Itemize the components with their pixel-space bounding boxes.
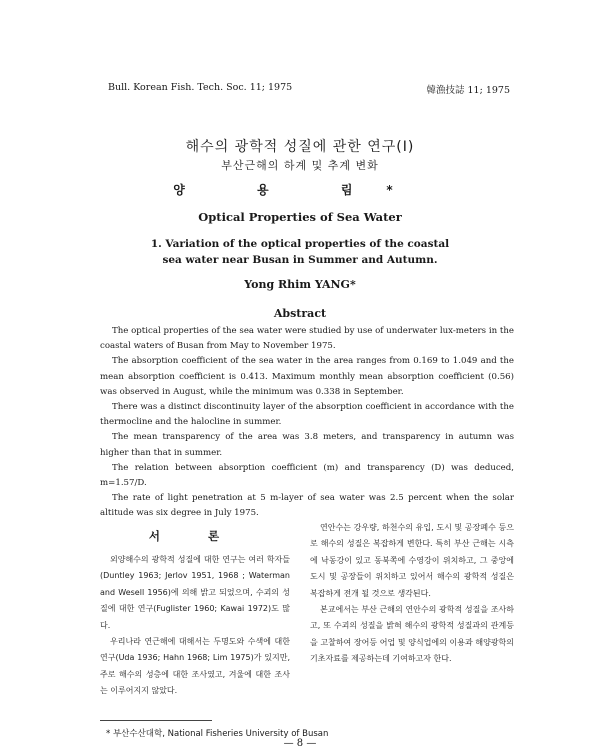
journal-header-right: 韓漁技誌 11; 1975 (426, 85, 510, 96)
introduction-heading: 서 론 (148, 529, 242, 543)
english-subtitle (0, 236, 600, 268)
korean-author: 양 용 림* (173, 183, 427, 197)
abstract-heading: Abstract (273, 307, 327, 320)
journal-header-left: Bull. Korean Fish. Tech. Soc. 11; 1975 (108, 82, 293, 93)
abstract-paragraph: The mean transparency of the area was 3.8 meters, and transparency in autumn was higher than that in summer. (100, 432, 514, 458)
page-number: — 8 — (283, 738, 317, 749)
korean-subtitle: 부산근해의 하계 및 추계 변화 (221, 159, 379, 172)
footnote-rule (100, 720, 212, 721)
abstract-paragraph: The relation between absorption coefficient (m) and transparency (D) was deduced, m=1.57/D. (100, 462, 514, 489)
intro-right-column (310, 520, 514, 668)
intro-paragraph: 외양해수의 광학적 성질에 대한 연구는 여러 학자들(Duntley 1963; Jerlov 1951, 1968 ; Waterman and Wesell 1956)에 의해 밝고 되었으며, 수괴의 성질에 대한 연구(Fuglister 1960; Kawai 1972)도 많다. (100, 555, 290, 630)
abstract-paragraph: The optical properties of the sea water were studied by use of underwater lux-meters in the coastal waters of Busan from May to November 1975. (100, 326, 514, 352)
abstract-paragraph: There was a distinct discontinuity layer of the absorption coefficient in accordance with the thermocline and the halocline in summer. (100, 402, 514, 428)
english-subtitle-line2: sea water near Busan in Summer and Autumn. (162, 254, 438, 266)
english-subtitle-line1: 1. Variation of the optical properties of the coastal (150, 238, 450, 250)
korean-title: 해수의 광학적 성질에 관한 연구(Ⅰ) (185, 139, 415, 155)
intro-left-column (100, 552, 290, 700)
english-author: Yong Rhim YANG* (244, 278, 356, 291)
abstract-paragraph: The absorption coefficient of the sea water in the area ranges from 0.169 to 1.049 and the mean absorption coefficient is 0.413. Maximum monthly mean absorption coefficient (0.56) was observed in August, while the minimum was 0.338 in September. (100, 356, 514, 397)
intro-paragraph: 우리나라 연근해에 대해서는 두명도와 수색에 대한 연구(Uda 1936; Hahn 1968; Lim 1975)가 있지만, 주로 해수의 성층에 대한 조사였고, 겨울에 대한 조사는 이루어지지 않았다. (100, 637, 290, 696)
english-title: Optical Properties of Sea Water (198, 210, 402, 224)
footnote: * 부산수산대학, National Fisheries University of Busan (106, 729, 329, 739)
intro-paragraph: 연안수는 강우량, 하천수의 유입, 도시 및 공장폐수 등으로 해수의 성질은 복잡하게 변한다. 특히 부산 근해는 시측에 낙동강이 있고 동북쪽에 수영강이 위치하고, 그 중앙에 도시 및 공장들이 위치하고 있어서 해수의 광학적 성질은 복잡하게 전개 될 것으로 생각된다. (310, 523, 514, 598)
abstract-body (100, 324, 514, 522)
intro-paragraph: 본교에서는 부산 근해의 연안수의 광학적 성질을 조사하고, 또 수괴의 성질을 밝혀 해수의 광학적 성질과의 관계등을 고찰하여 장어등 어업 및 양식업에의 이용과 해양광학의 기초자료를 제공하는데 기여하고자 한다. (310, 605, 514, 664)
abstract-paragraph: The rate of light penetration at 5 m-layer of sea water was 2.5 percent when the solar altitude was six degree in July 1975. (100, 493, 514, 519)
